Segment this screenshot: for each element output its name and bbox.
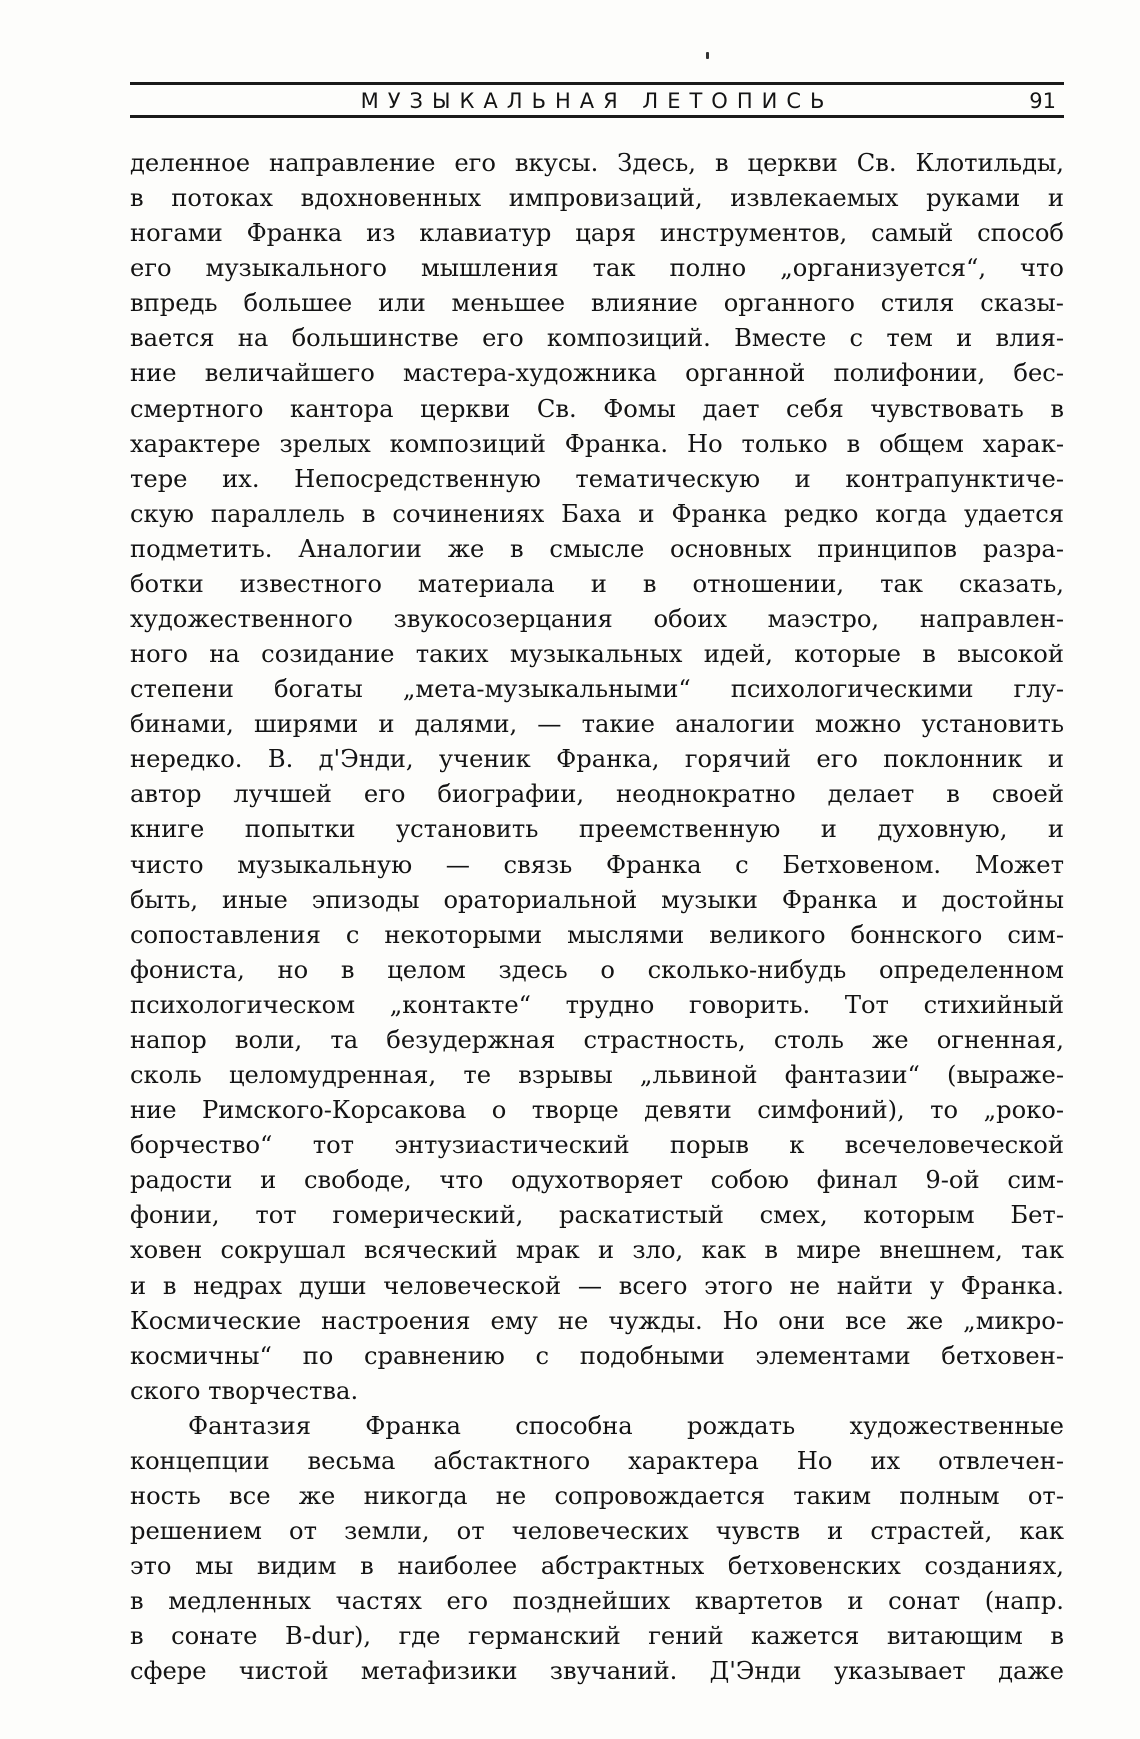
text-line: тере их. Непосредственную тематическую и контрапунктиче- [130,464,1064,493]
text-line: впредь большее или меньшее влияние органного стиля сказы- [130,289,1064,318]
body-text [130,146,1064,1689]
text-line: смертного кантора церкви Св. Фомы дает себя чувствовать в [130,394,1064,423]
text-line: фонии, тот гомерический, раскатистый смех, которым Бет- [130,1201,1064,1230]
text-line: в медленных частях его позднейших квартетов и сонат (напр. [130,1587,1064,1616]
text-line: автор лучшей его биографии, неоднократно делает в своей [130,780,1064,809]
text-line: ховен сокрушал всяческий мрак и зло, как в мире внешнем, так [130,1236,1064,1265]
text-line: сфере чистой метафизики звучаний. Д'Энди указывает даже [130,1657,1064,1686]
text-line: фониста, но в целом здесь о сколько-нибудь определенном [130,955,1064,984]
text-line: сколь целомудренная, те взрывы „львиной фантазии“ (выраже- [130,1061,1064,1090]
text-line: в сонате B-dur), где германский гений кажется витающим в [130,1622,1064,1651]
text-line: скую параллель в сочинениях Баха и Франка редко когда удается [130,499,1064,528]
text-line: Фантазия Франка способна рождать художественные [188,1411,1064,1440]
running-title: МУЗЫКАЛЬНАЯ ЛЕТОПИСЬ [360,89,834,113]
page-number: 91 [1029,89,1056,113]
text-line: космичны“ по сравнению с подобными элементами бетховен- [130,1341,1064,1370]
text-line: напор воли, та безудержная страстность, столь же огненная, [130,1025,1064,1054]
text-line: Космические настроения ему не чужды. Но они все же „микро- [130,1306,1064,1335]
text-line: ногами Франка из клавиатур царя инструментов, самый способ [130,219,1064,248]
paragraph [130,1409,1064,1690]
paragraph [130,146,1064,1409]
text-line: деленное направление его вкусы. Здесь, в церкви Св. Клотильды, [130,149,1064,177]
text-line: характере зрелых композиций Франка. Но только в общем харак- [130,429,1064,458]
running-header [130,82,1064,118]
text-line: художественного звукосозерцания обоих маэстро, направлен- [130,605,1064,634]
text-line: и в недрах души человеческой — всего этого не найти у Франка. [130,1271,1064,1300]
text-line: психологическом „контакте“ трудно говорить. Тот стихийный [130,990,1064,1019]
text-line: вается на большинстве его композиций. Вместе с тем и влия- [130,324,1064,353]
text-line: борчество“ тот энтузиастический порыв к всечеловеческой [130,1131,1064,1160]
text-line: степени богаты „мета-музыкальными“ психологическими глу- [130,675,1064,704]
text-line: чисто музыкальную — связь Франка с Бетховеном. Может [130,850,1064,879]
text-line: быть, иные эпизоды ораториальной музыки Франка и достойны [130,885,1064,914]
text-line: подметить. Аналогии же в смысле основных принципов разра- [130,534,1064,563]
text-line: ность все же никогда не сопровождается таким полным от- [130,1481,1064,1510]
text-line: решением от земли, от человеческих чувств и страстей, как [130,1517,1064,1546]
text-line: книге попытки установить преемственную и духовную, и [130,815,1064,844]
text-line: ние величайшего мастера-художника органной полифонии, бес- [130,359,1064,388]
print-speck [706,52,709,59]
text-line: ного на созидание таких музыкальных идей, которые в высокой [130,640,1064,669]
text-line: ского творчества. [130,1376,359,1405]
text-line: нередко. В. д'Энди, ученик Франка, горячий его поклонник и [130,745,1064,774]
text-line: сопоставления с некоторыми мыслями великого боннского сим- [130,920,1064,949]
text-line: ние Римского-Корсакова о творце девяти симфоний), то „роко- [130,1096,1064,1125]
text-line: в потоках вдохновенных импровизаций, извлекаемых руками и [130,184,1064,213]
text-line: концепции весьма абстактного характера Но их отвлечен- [130,1446,1064,1475]
text-line: ботки известного материала и в отношении, так сказать, [130,569,1064,598]
text-line: радости и свободе, что одухотворяет собою финал 9-ой сим- [130,1166,1064,1195]
text-line: это мы видим в наиболее абстрактных бетховенских созданиях, [130,1552,1064,1581]
text-line: его музыкального мышления так полно „организуется“, что [130,254,1064,283]
text-line: бинами, ширями и далями, — такие аналогии можно установить [130,710,1064,739]
